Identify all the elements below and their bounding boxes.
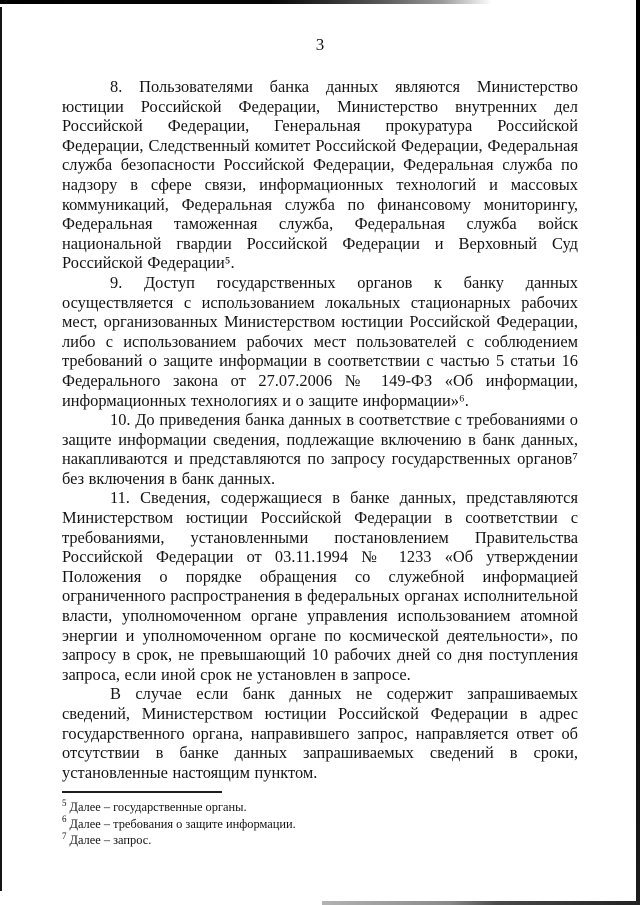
footnote-marker: 7 <box>62 830 67 841</box>
footnote-section <box>62 791 578 848</box>
scan-border-top <box>0 0 492 4</box>
paragraph-item-11-continuation: В случае если банк данных не содержит запрашиваемых сведений, Министерством юстиции Российской Федерации в адрес государственного органа, направившего запрос, направляется ответ об отсутствии в банке данных запрашиваемых сведений в сроки, установленные настоящим пунктом. <box>62 684 578 782</box>
paragraph-item-8: 8. Пользователями банка данных являются Министерство юстиции Российской Федерации, Министерство внутренних дел Российской Федерации, Генеральная прокуратура Российской Федерации, Следственный комитет Российской Федерации, Федеральная служба безопасности Российской Федерации, Федеральная служба по надзору в сфере связи, информационных технологий и массовых коммуникаций, Федеральная служба по финансовому мониторингу, Федеральная таможенная служба, Федеральная служба войск национальной гвардии Российской Федерации и Верховный Суд Российской Федерации⁵. <box>62 77 578 273</box>
footnote-marker: 6 <box>62 814 67 825</box>
footnote <box>62 799 578 815</box>
paragraph-item-11: 11. Сведения, содержащиеся в банке данных, представляются Министерством юстиции Российской Федерации в соответствии с требованиями, установленными постановлением Правительства Российской Федерации от 03.11.1994 № 1233 «Об утверждении Положения о порядке обращения со служебной информацией ограниченного распространения в федеральных органах исполнительной власти, уполномоченном органе управления использованием атомной энергии и уполномоченном органе по космической деятельности», по запросу в срок, не превышающий 10 рабочих дней со дня поступления запроса, если иной срок не установлен в запросе. <box>62 488 578 684</box>
footnote <box>62 832 578 848</box>
footnote <box>62 816 578 832</box>
footnote-marker: 5 <box>62 798 67 809</box>
paragraph-item-10: 10. До приведения банка данных в соответствие с требованиями о защите информации сведения, подлежащие включению в банк данных, накапливаются и представляются по запросу государственных органов⁷ без включения в банк данных. <box>62 410 578 488</box>
scan-border-right <box>636 0 640 905</box>
scan-border-bottom <box>322 901 640 905</box>
footnote-divider <box>62 791 222 793</box>
footnote-text: Далее – требования о защите информации. <box>69 816 296 831</box>
footnote-text: Далее – запрос. <box>69 832 152 847</box>
paragraph-item-9: 9. Доступ государственных органов к банку данных осуществляется с использованием локальных стационарных рабочих мест, организованных Министерством юстиции Российской Федерации, либо с использованием рабочих мест пользователей с соблюдением требований о защите информации в соответствии с частью 5 статьи 16 Федерального закона от 27.07.2006 № 149-ФЗ «Об информации, информационных технологиях и о защите информации»⁶. <box>62 272 578 410</box>
page-number: 3 <box>315 35 325 54</box>
scan-border-left <box>0 7 2 891</box>
footnote-text: Далее – государственные органы. <box>69 800 247 815</box>
document-body <box>62 77 578 848</box>
